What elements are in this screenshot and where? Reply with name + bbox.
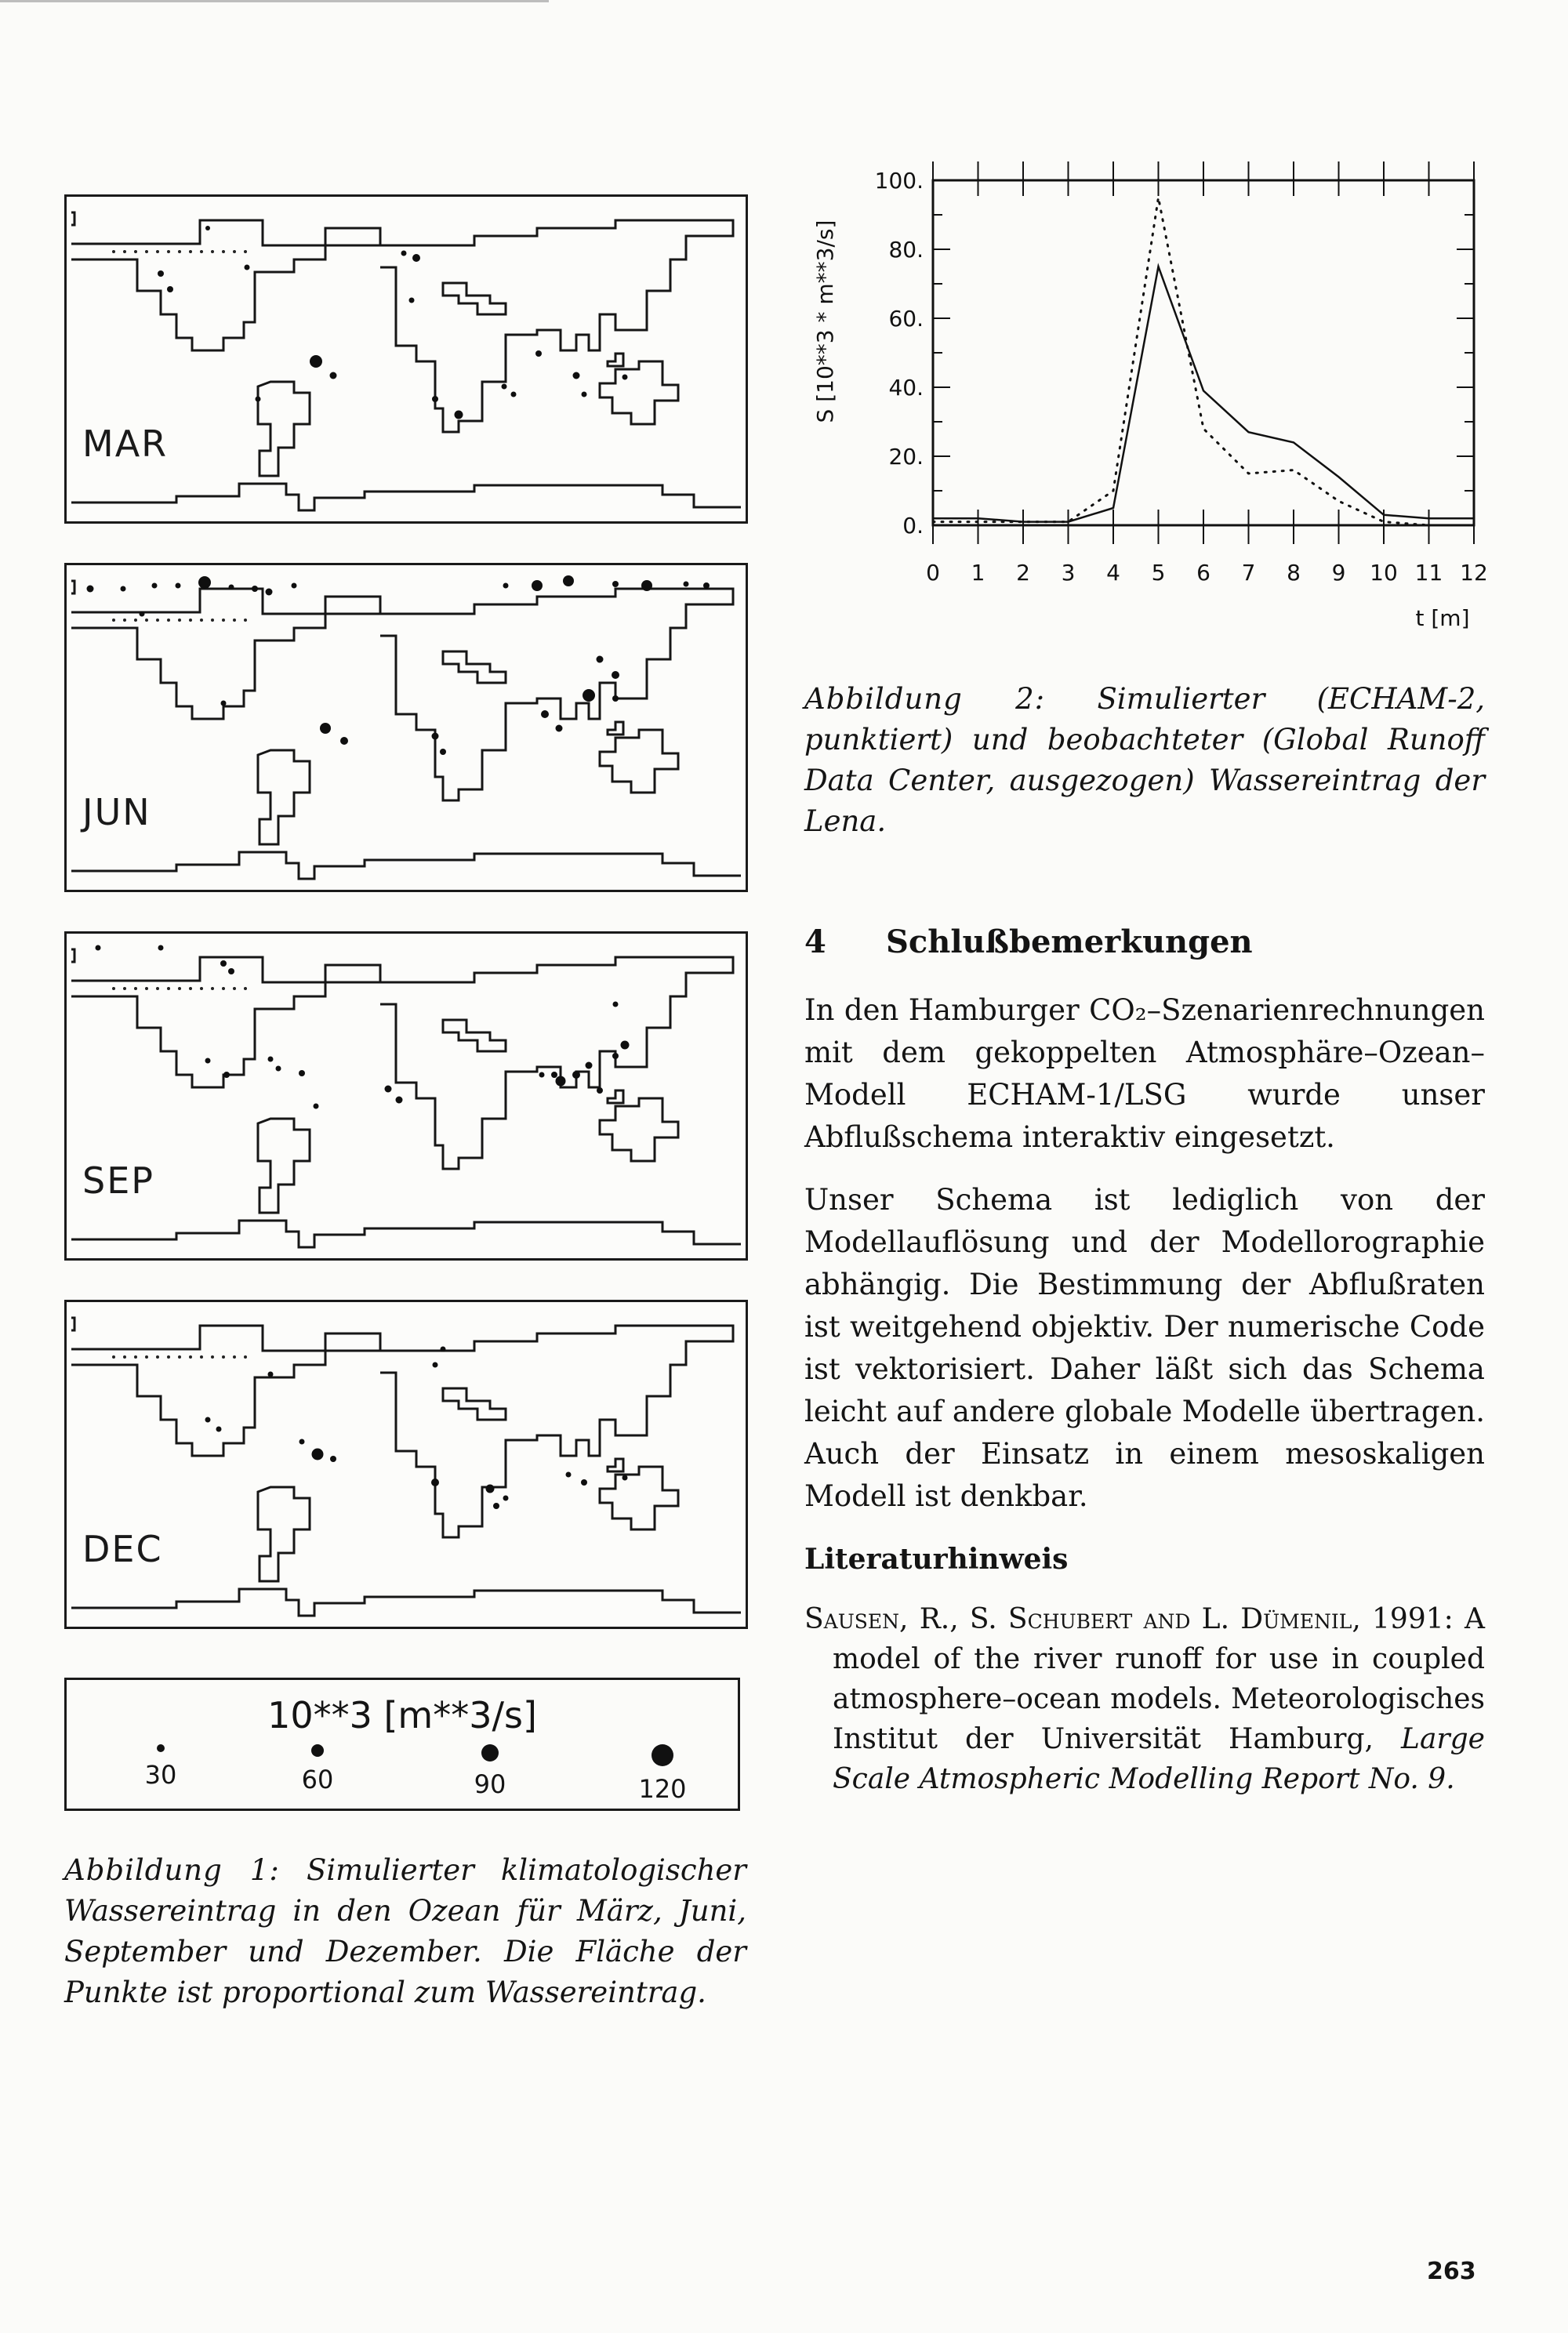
figure1-caption [64,1850,746,2013]
coastline [71,1589,741,1616]
runoff-dot [432,733,439,740]
legend-value: 90 [474,1769,506,1799]
runoff-dot [268,1372,274,1377]
coast-dot [112,250,115,253]
coastline [71,220,380,350]
legend-value: 120 [638,1774,687,1804]
runoff-dot [563,575,574,586]
series-line-simulated [933,198,1474,525]
coastline [600,361,678,424]
reference-series: Large Scale Atmospheric Modelling Report No. 9. [833,1723,1485,1795]
coast-dot [123,1355,126,1359]
page-number: 263 [1427,2258,1476,2285]
coast-dot [211,619,214,622]
runoff-dot [503,583,509,589]
coast-dot [200,250,203,253]
runoff-dot [220,960,227,967]
figure2-caption [804,679,1485,842]
runoff-dot [502,384,507,390]
legend-item [615,1744,710,1804]
runoff-dot [299,1070,305,1076]
x-tick-label: 9 [1331,560,1346,586]
coast-dot [222,1355,225,1359]
coast-dot [134,250,137,253]
runoff-dot [412,254,420,262]
y-tick-label: 40. [888,375,924,401]
coast-dot [189,987,192,990]
map-panel-jun [64,563,748,892]
coast-dot [244,1355,247,1359]
coastline [443,1388,506,1420]
runoff-dot [320,723,331,734]
runoff-dot [314,1104,319,1109]
coast-dot [123,250,126,253]
lena-runoff-chart [792,141,1521,651]
coastline [600,1467,678,1529]
y-tick-label: 60. [888,306,924,332]
runoff-dot [221,701,227,706]
coast-dot [156,987,159,990]
y-axis-label: S [10**3 * m**3/s] [812,220,838,423]
x-tick-label: 1 [971,560,985,586]
runoff-dot [121,586,126,592]
world-map-outline [67,565,746,890]
coastline [71,957,380,1087]
coast-dot [200,619,203,622]
coast-dot [134,619,137,622]
runoff-dot [87,586,94,593]
runoff-dot [330,1456,336,1462]
legend-item [270,1744,365,1794]
top-rule [0,0,549,2]
coast-dot [134,987,137,990]
coastline [443,283,506,314]
coast-dot [156,619,159,622]
coast-dot [156,250,159,253]
coastline [258,1119,310,1213]
coast-dot [167,619,170,622]
coastline [71,1318,74,1330]
reference-authors: Sausen, R., S. Schubert and L. Dümenil, 1991: [804,1603,1454,1635]
world-map-outline [67,1302,746,1627]
runoff-dot [276,1066,281,1072]
coastline [443,1020,506,1051]
coast-dot [233,619,236,622]
x-tick-label: 3 [1061,560,1076,586]
legend-dot [157,1744,165,1752]
runoff-dot [573,372,580,379]
section-title: Schlußbemerkungen [886,923,1253,960]
coastline [258,750,310,844]
runoff-dot [535,350,542,357]
runoff-dot [621,1041,630,1050]
coast-dot [112,1355,115,1359]
coast-dot [145,987,148,990]
runoff-dot [216,1427,222,1432]
paragraph: In den Hamburger CO₂–Szenarienrechnungen mit dem gekoppelten Atmosphäre–Ozean–Modell ECHAM-1/LSG wurde unser Abflußschema interaktiv eingesetzt. [804,993,1485,1154]
runoff-legend [64,1678,740,1811]
coast-dot [178,987,181,990]
runoff-dot [586,1062,593,1069]
runoff-dot [167,286,173,292]
coast-dot [178,619,181,622]
runoff-dot [583,689,595,702]
coastline [600,1098,678,1161]
runoff-dot [551,1072,557,1078]
world-map-outline [67,197,746,521]
caption-label: Abbildung 2: [804,682,1046,716]
month-label: DEC [82,1528,163,1570]
coast-dot [145,1355,148,1359]
runoff-dot [140,611,145,617]
coast-dot [167,1355,170,1359]
x-tick-label: 7 [1241,560,1256,586]
legend-title: 10**3 [m**3/s] [267,1694,537,1736]
runoff-dot [582,392,587,397]
runoff-dot [312,1449,324,1460]
coast-dot [211,1355,214,1359]
legend-dot [481,1744,499,1762]
coastline [71,484,741,510]
coastline [71,581,74,593]
coastline [71,1326,380,1456]
caption-text: Simulierter (ECHAM-2, punktiert) und beobachteter (Global Runoff Data Center, ausgezogen) Wassereintrag der Lena. [804,682,1485,838]
coast-dot [244,619,247,622]
runoff-dot [622,1475,628,1481]
coast-dot [222,250,225,253]
legend-dot [311,1744,324,1757]
coast-dot [123,619,126,622]
coast-dot [145,250,148,253]
runoff-dot [597,1087,603,1094]
legend-value: 60 [301,1765,334,1794]
runoff-dot [556,725,563,732]
coastline [608,722,623,735]
coast-dot [200,987,203,990]
coastline [71,949,74,962]
legend-dot [652,1744,673,1766]
runoff-dot [566,1472,572,1478]
runoff-dot [152,583,158,589]
runoff-dot [330,372,337,379]
coastline [608,1090,623,1103]
coastline [608,354,623,366]
x-tick-label: 12 [1460,560,1488,586]
coast-dot [189,1355,192,1359]
runoff-dot [228,968,234,974]
coast-dot [244,987,247,990]
coastline [380,589,733,800]
y-tick-label: 0. [902,513,924,539]
coast-dot [167,250,170,253]
coastline [71,852,741,879]
coastline [258,1487,310,1581]
runoff-dot [539,1072,545,1078]
coast-dot [167,987,170,990]
runoff-dot [597,656,604,663]
runoff-dot [205,226,210,230]
legend-value: 30 [144,1760,177,1790]
x-tick-label: 10 [1370,560,1398,586]
coast-dot [156,1355,159,1359]
coast-dot [189,250,192,253]
runoff-dot [205,1417,211,1423]
coast-dot [178,1355,181,1359]
section-heading [804,923,1253,960]
coast-dot [112,987,115,990]
runoff-dot [96,945,101,951]
runoff-dot [613,1002,619,1007]
coast-dot [233,987,236,990]
x-tick-label: 4 [1106,560,1120,586]
caption-text: Simulierter klimatologischer Wassereintrag in den Ozean für März, Juni, September und Dezember. Die Fläche der Punkte ist proportional zum Wassereintrag. [64,1853,746,2009]
runoff-dot [622,375,628,380]
legend-item [114,1744,208,1790]
runoff-dot [455,411,463,419]
coast-dot [244,250,247,253]
coast-dot [233,250,236,253]
runoff-dot [223,1072,230,1078]
coast-dot [134,1355,137,1359]
y-tick-label: 80. [888,237,924,263]
coast-dot [200,1355,203,1359]
coastline [380,957,733,1169]
x-axis-label: t [m] [1415,605,1470,631]
runoff-dot [581,1479,587,1486]
runoff-dot [401,251,407,256]
runoff-dot [310,355,322,368]
runoff-dot [158,945,164,951]
runoff-dot [532,580,543,591]
runoff-dot [299,1439,305,1445]
runoff-dot [176,583,181,589]
coastline [608,1459,623,1471]
runoff-dot [441,1347,446,1352]
coastline [443,651,506,683]
reference-text: A model of the river runoff for use in coupled atmosphere–ocean models. Meteorologisches Institut der Universität Hamburg, [833,1603,1485,1755]
map-panel-dec [64,1300,748,1629]
runoff-dot [641,580,652,591]
month-label: MAR [82,423,169,465]
runoff-dot [158,270,164,277]
coast-dot [112,619,115,622]
runoff-dot [409,298,415,303]
runoff-dot [503,1496,509,1501]
coastline [258,382,310,476]
y-tick-label: 20. [888,444,924,470]
x-tick-label: 6 [1196,560,1210,586]
runoff-dot [612,581,619,587]
runoff-dot [432,396,438,402]
coastline [71,212,74,225]
runoff-dot [612,671,619,679]
runoff-dot [385,1086,392,1093]
literature-heading: Literaturhinweis [804,1543,1069,1576]
runoff-dot [703,582,710,589]
plot-frame [933,180,1474,525]
month-label: SEP [82,1159,155,1202]
runoff-dot [252,586,258,592]
reference-entry [804,1599,1485,1799]
map-panel-mar [64,194,748,524]
runoff-dot [256,397,261,402]
caption-label: Abbildung 1: [64,1853,280,1887]
coastline [71,589,380,719]
runoff-dot [493,1503,499,1509]
map-panel-sep [64,931,748,1261]
x-tick-label: 8 [1287,560,1301,586]
runoff-dot [396,1097,403,1104]
world-map-outline [67,934,746,1258]
runoff-dot [433,1362,438,1368]
runoff-dot [266,589,273,596]
coast-dot [222,619,225,622]
runoff-dot [541,710,549,718]
x-tick-label: 11 [1414,560,1443,586]
legend-item [443,1744,537,1799]
coast-dot [123,987,126,990]
coast-dot [189,619,192,622]
runoff-dot [198,576,211,589]
runoff-dot [292,583,297,589]
runoff-dot [556,1076,566,1087]
coast-dot [211,987,214,990]
coast-dot [222,987,225,990]
coastline [71,1221,741,1247]
runoff-dot [340,737,348,745]
coast-dot [145,619,148,622]
coast-dot [233,1355,236,1359]
runoff-dot [612,695,619,702]
coast-dot [178,250,181,253]
coastline [600,730,678,793]
paragraph: Unser Schema ist lediglich von der Modellauflösung und der Modellorographie abhängig. Die Bestimmung der Abflußraten ist weitgehend objektiv. Der numerische Code ist vektorisiert. Daher läßt sich das Schema leicht auf andere globale Modelle übertragen. Auch der Einsatz in einem mesoskaligen Modell ist denkbar. [804,1183,1485,1513]
runoff-dot [229,585,234,590]
x-tick-label: 0 [926,560,940,586]
section-number: 4 [804,923,826,960]
runoff-dot [440,749,446,755]
coast-dot [211,250,214,253]
runoff-dot [268,1057,274,1062]
y-tick-label: 100. [874,168,924,194]
runoff-dot [684,582,689,587]
runoff-dot [245,265,250,270]
runoff-dot [511,392,517,397]
x-tick-label: 5 [1151,560,1166,586]
x-tick-label: 2 [1016,560,1030,586]
runoff-dot [431,1479,439,1486]
runoff-dot [572,1071,580,1079]
runoff-dot [612,1053,619,1059]
month-label: JUN [82,791,151,833]
runoff-dot [486,1485,495,1493]
series-line-observed [933,267,1474,522]
runoff-dot [205,1058,211,1064]
coastline [380,1326,733,1537]
